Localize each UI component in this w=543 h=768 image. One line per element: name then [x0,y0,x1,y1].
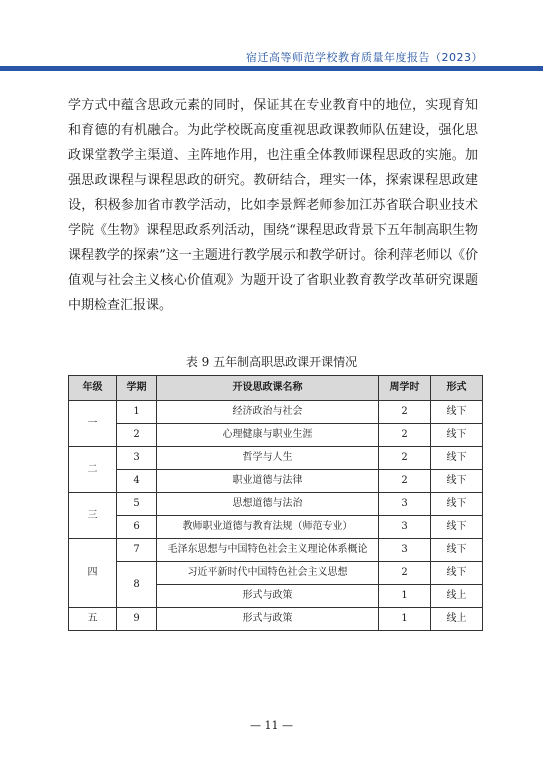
table-row [69,539,483,562]
format-cell: 线下 [431,424,483,447]
course-cell: 形式与政策 [157,585,379,608]
grade-cell: 二 [69,447,117,493]
table-row [69,562,483,585]
table-row [69,516,483,539]
format-cell: 线下 [431,516,483,539]
term-cell: 7 [117,539,157,562]
term-cell: 4 [117,470,157,493]
grade-cell: 一 [69,401,117,447]
course-cell: 形式与政策 [157,608,379,631]
term-cell: 5 [117,493,157,516]
course-cell: 习近平新时代中国特色社会主义思想 [157,562,379,585]
header-rule [0,66,543,71]
hours-cell: 2 [379,562,431,585]
format-cell: 线下 [431,470,483,493]
course-cell: 毛泽东思想与中国特色社会主义理论体系概论 [157,539,379,562]
hours-cell: 2 [379,447,431,470]
hours-cell: 1 [379,608,431,631]
table-row [69,493,483,516]
term-cell: 9 [117,608,157,631]
format-cell: 线下 [431,562,483,585]
report-header-title: 宿迁高等师范学校教育质量年度报告（2023） [246,51,483,64]
table-row [69,608,483,631]
format-cell: 线下 [431,493,483,516]
page-number: — 11 — [250,719,293,732]
table-row [69,447,483,470]
course-cell: 经济政治与社会 [157,401,379,424]
table-row [69,401,483,424]
hours-cell: 2 [379,401,431,424]
format-cell: 线下 [431,447,483,470]
format-cell: 线下 [431,401,483,424]
term-cell: 8 [117,562,157,608]
hours-cell: 3 [379,516,431,539]
course-table [68,375,483,631]
course-cell: 哲学与人生 [157,447,379,470]
format-cell: 线下 [431,539,483,562]
format-cell: 线上 [431,585,483,608]
table-caption: 表 9 五年制高职思政课开课情况 [185,355,358,369]
header-weekly-hours: 周学时 [379,376,431,401]
grade-cell: 四 [69,539,117,608]
course-cell: 职业道德与法律 [157,470,379,493]
header-term: 学期 [117,376,157,401]
table-row [69,470,483,493]
term-cell: 1 [117,401,157,424]
term-cell: 3 [117,447,157,470]
hours-cell: 2 [379,470,431,493]
hours-cell: 2 [379,424,431,447]
header-grade: 年级 [69,376,117,401]
course-cell: 思想道德与法治 [157,493,379,516]
grade-cell: 三 [69,493,117,539]
term-cell: 2 [117,424,157,447]
header-format: 形式 [431,376,483,401]
format-cell: 线上 [431,608,483,631]
body-paragraph: 学方式中蕴含思政元素的同时，保证其在专业教育中的地位，实现育知和育德的有机融合。为此学校既高度重视思政课教师队伍建设，强化思政课堂教学主渠道、主阵地作用，也注重全体教师课程思政的实施。加强思政课程与课程思政的研究。教研结合，理实一体，探索课程思政建设，积极参加省市教学活动，比如李景辉老师参加江苏省联合职业技术学院《生物》课程思政系列活动，围绕“课程思政背景下五年制高职生物课程教学的探索”这一主题进行教学展示和教学研讨。徐利萍老师以《价值观与社会主义核心价值观》为题开设了省职业教育教学改革研究课题中期检查汇报课。 [68,98,478,313]
course-cell: 教师职业道德与教育法规（师范专业） [157,516,379,539]
hours-cell: 3 [379,539,431,562]
grade-cell: 五 [69,608,117,631]
table-header-row [69,376,483,401]
term-cell: 6 [117,516,157,539]
table-row [69,424,483,447]
hours-cell: 1 [379,585,431,608]
hours-cell: 3 [379,493,431,516]
course-cell: 心理健康与职业生涯 [157,424,379,447]
header-course-name: 开设思政课名称 [157,376,379,401]
